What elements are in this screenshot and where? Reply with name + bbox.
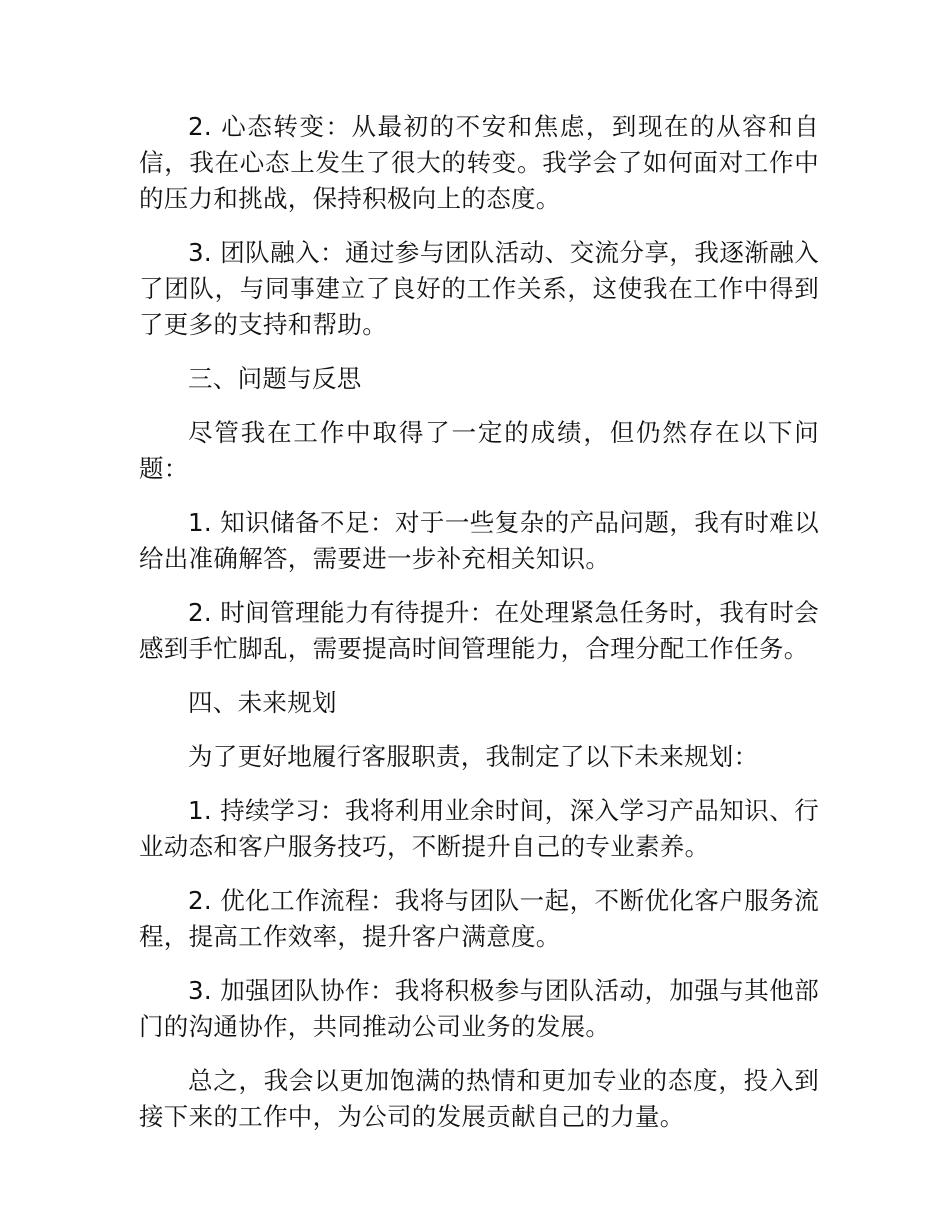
- document-body: [139, 109, 819, 1153]
- section-heading-future: 四、未来规划: [188, 688, 337, 717]
- paragraph-mindset-change: 2. 心态转变：从最初的不安和焦虑，到现在的从容和自信，我在心态上发生了很大的转变。我学会了如何面对工作中的压力和挑战，保持积极向上的态度。: [139, 112, 819, 213]
- paragraph-continuous-learning: 1. 持续学习：我将利用业余时间，深入学习产品知识、行业动态和客户服务技巧，不断提升自己的专业素养。: [139, 796, 819, 861]
- paragraph-conclusion: 总之，我会以更加饱满的热情和更加专业的态度，投入到接下来的工作中，为公司的发展贡献自己的力量。: [139, 1066, 819, 1131]
- section-heading-problems: 三、问题与反思: [188, 364, 362, 393]
- paragraph-knowledge-gap: 1. 知识储备不足：对于一些复杂的产品问题，我有时难以给出准确解答，需要进一步补充相关知识。: [139, 508, 819, 573]
- paragraph-time-management: 2. 时间管理能力有待提升：在处理紧急任务时，我有时会感到手忙脚乱，需要提高时间管理能力，合理分配工作任务。: [139, 598, 819, 663]
- paragraph-team-collaboration: 3. 加强团队协作：我将积极参与团队活动，加强与其他部门的沟通协作，共同推动公司业务的发展。: [139, 976, 819, 1041]
- paragraph-future-intro: 为了更好地履行客服职责，我制定了以下未来规划：: [188, 742, 759, 771]
- paragraph-optimize-workflow: 2. 优化工作流程：我将与团队一起，不断优化客户服务流程，提高工作效率，提升客户满意度。: [139, 886, 819, 951]
- paragraph-problems-intro: 尽管我在工作中取得了一定的成绩，但仍然存在以下问题：: [139, 418, 819, 483]
- paragraph-team-integration: 3. 团队融入：通过参与团队活动、交流分享，我逐渐融入了团队，与同事建立了良好的工作关系，这使我在工作中得到了更多的支持和帮助。: [139, 238, 819, 339]
